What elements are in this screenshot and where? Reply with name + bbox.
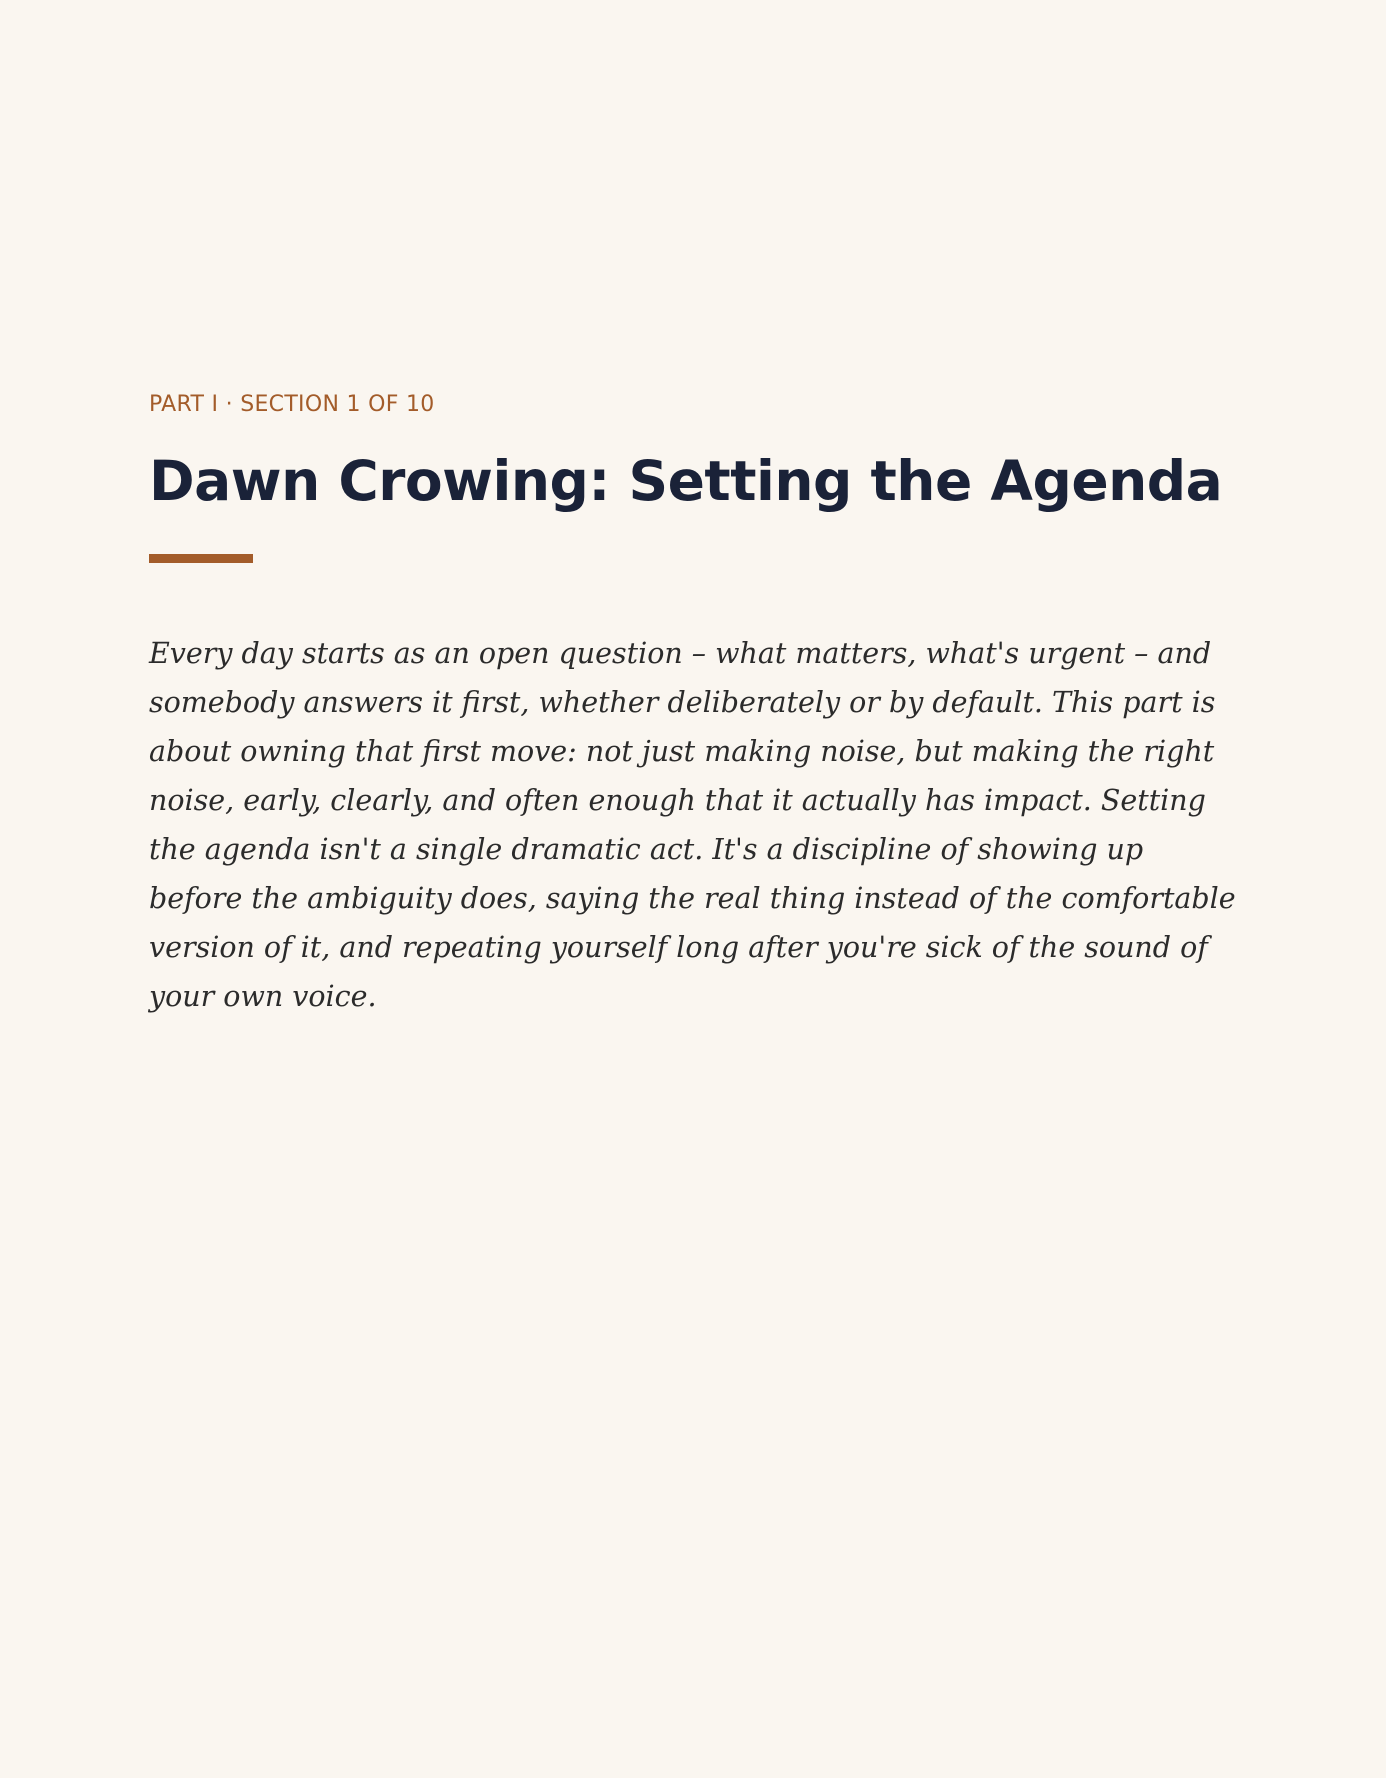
section-intro-paragraph: Every day starts as an open question – what matters, what's urgent – and somebody answers it first, whether deliberately or by default. This part is about owning that first move: not just making noise, but making the right noise, early, clearly, and often enough that it actually has impact. Setting the agenda isn't a single dramatic act. It's a discipline of showing up before the ambiguity does, saying the real thing instead of the comfortable version of it, and repeating yourself long after you're sick of the sound of your own voice. [149,637,1236,1013]
section-page [149,388,1239,1021]
section-eyebrow: PART I · SECTION 1 OF 10 [149,392,435,417]
section-title: Dawn Crowing: Setting the Agenda [149,449,1223,513]
accent-divider [149,554,253,563]
